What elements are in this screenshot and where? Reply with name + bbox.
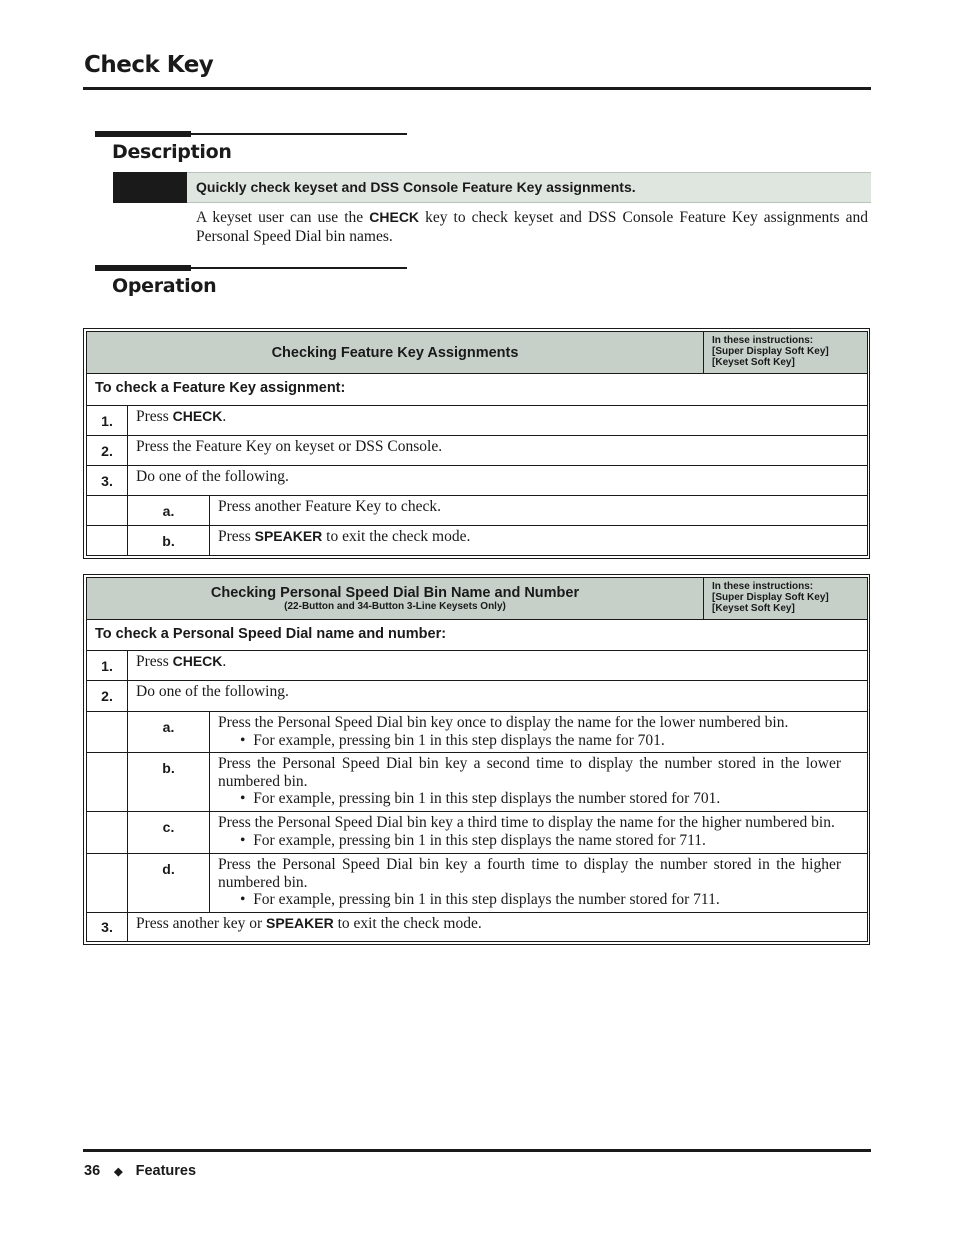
substep-main-text: Press the Personal Speed Dial bin key a third time to display the name for the higher numbered bin. <box>218 814 835 831</box>
legend-line: In these instructions: <box>712 335 814 346</box>
description-heading: Description <box>112 141 232 163</box>
substep-letter: a. <box>128 496 210 526</box>
substep-text <box>210 753 868 812</box>
description-body <box>196 208 868 246</box>
empty-cell <box>87 812 128 854</box>
instructions-legend <box>704 332 868 374</box>
substep-text <box>210 712 868 753</box>
substep-main-text: Press the Personal Speed Dial bin key a second time to display the number stored in the lower numbered bin. <box>218 755 842 790</box>
table-row <box>87 496 868 526</box>
step-number: 2. <box>87 436 128 466</box>
substep-letter: b. <box>128 526 210 556</box>
substep-bullet: • For example, pressing bin 1 in this step displays the number stored for 701. <box>240 790 721 807</box>
table-row <box>87 651 868 681</box>
empty-cell <box>87 712 128 753</box>
description-summary-bar <box>113 172 871 203</box>
check-key-label: CHECK <box>172 653 223 669</box>
table-row <box>87 466 868 496</box>
diamond-icon: ◆ <box>114 1165 123 1178</box>
legend-line: In these instructions: <box>712 581 814 592</box>
table-title: Checking Feature Key Assignments <box>87 332 704 374</box>
table-intro: To check a Feature Key assignment: <box>87 374 868 406</box>
operation-rule-thin <box>95 267 407 269</box>
legend-line: [Keyset Soft Key] <box>712 357 795 368</box>
instructions-legend <box>704 578 868 620</box>
step-text: Press the Feature Key on keyset or DSS Console. <box>128 436 868 466</box>
substep-text <box>210 812 868 854</box>
table-row <box>87 406 868 436</box>
substep-text: Press another Feature Key to check. <box>210 496 868 526</box>
table-row <box>87 436 868 466</box>
table-row <box>87 681 868 712</box>
step-text: Press another key or SPEAKER to exit the check mode. <box>128 913 868 942</box>
summary-bar-text: Quickly check keyset and DSS Console Feature Key assignments. <box>187 172 871 203</box>
empty-cell <box>87 854 128 913</box>
table-row <box>87 526 868 556</box>
page-title: Check Key <box>84 52 214 78</box>
legend-line: [Keyset Soft Key] <box>712 603 795 614</box>
check-key-label: CHECK <box>172 408 223 424</box>
table-row <box>87 854 868 913</box>
legend-line: [Super Display Soft Key] <box>712 346 829 357</box>
table-row <box>87 753 868 812</box>
step-number: 3. <box>87 466 128 496</box>
step-number: 2. <box>87 681 128 712</box>
substep-letter: a. <box>128 712 210 753</box>
substep-text <box>210 854 868 913</box>
step-text: Do one of the following. <box>128 466 868 496</box>
step-number: 3. <box>87 913 128 942</box>
substep-bullet: • For example, pressing bin 1 in this step displays the number stored for 711. <box>240 891 720 908</box>
table-title <box>87 578 704 620</box>
empty-cell <box>87 496 128 526</box>
substep-main-text: Press the Personal Speed Dial bin key once to display the name for the lower numbered bin. <box>218 714 789 731</box>
table-row <box>87 812 868 854</box>
speaker-key-label: SPEAKER <box>266 915 334 931</box>
step-number: 1. <box>87 406 128 436</box>
step-text: Press CHECK. <box>128 406 868 436</box>
table-title-text: Checking Personal Speed Dial Bin Name and Number <box>210 585 580 601</box>
check-key-label: CHECK <box>369 209 420 225</box>
table-row <box>87 712 868 753</box>
step-text: Press CHECK. <box>128 651 868 681</box>
step-text: Do one of the following. <box>128 681 868 712</box>
substep-letter: b. <box>128 753 210 812</box>
table-intro: To check a Personal Speed Dial name and number: <box>87 620 868 651</box>
substep-bullet: • For example, pressing bin 1 in this step displays the name for 701. <box>240 731 665 749</box>
substep-main-text: Press the Personal Speed Dial bin key a fourth time to display the number stored in the higher numbered bin. <box>218 856 842 891</box>
table-row <box>87 913 868 942</box>
speaker-key-label: SPEAKER <box>254 528 323 544</box>
substep-text: Press SPEAKER to exit the check mode. <box>210 526 868 556</box>
operation-heading: Operation <box>112 275 217 297</box>
table-subtitle: (22-Button and 34-Button 3-Line Keysets Only) <box>284 601 506 612</box>
footer-rule <box>83 1149 871 1152</box>
substep-bullet: • For example, pressing bin 1 in this step displays the name stored for 711. <box>240 831 706 849</box>
summary-bar-marker <box>113 172 187 203</box>
empty-cell <box>87 753 128 812</box>
description-body-text: key to check keyset and DSS Console Feature Key assignments and Personal Speed Dial bin names. <box>196 209 869 245</box>
description-rule-thin <box>95 133 407 135</box>
empty-cell <box>87 526 128 556</box>
description-body-text: A keyset user can use the <box>196 209 370 226</box>
footer-section: Features <box>135 1163 197 1179</box>
substep-letter: d. <box>128 854 210 913</box>
step-number: 1. <box>87 651 128 681</box>
title-rule <box>83 87 871 90</box>
page-number: 36 <box>84 1163 101 1179</box>
substep-letter: c. <box>128 812 210 854</box>
speed-dial-table <box>83 574 870 945</box>
feature-key-table <box>83 328 870 559</box>
page-footer <box>84 1163 196 1179</box>
legend-line: [Super Display Soft Key] <box>712 592 829 603</box>
